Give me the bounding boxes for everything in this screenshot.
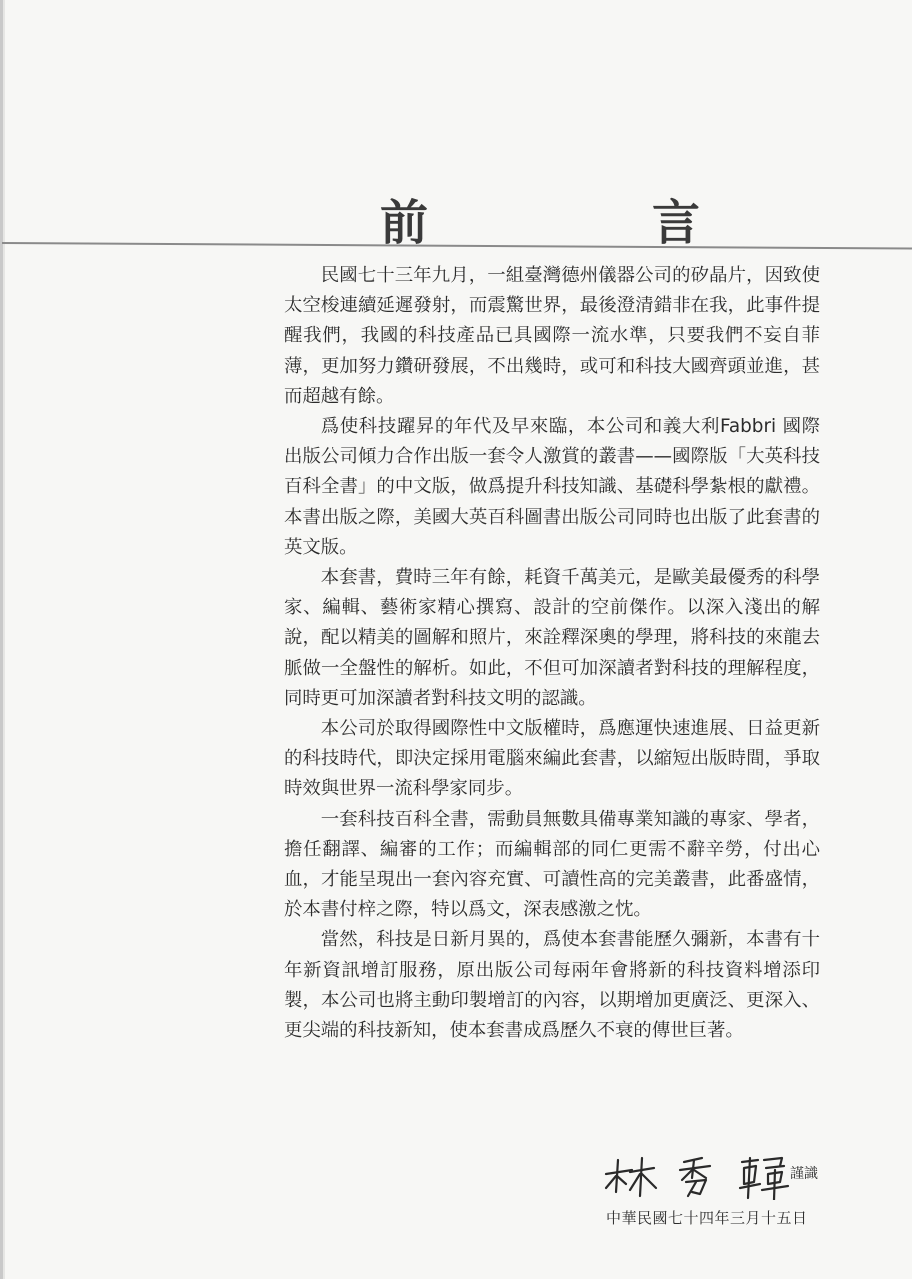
- page-edge-shadow: [3, 0, 5, 1279]
- title-char-1: 前: [380, 194, 429, 251]
- paragraph-4: 本公司於取得國際性中文版權時，爲應運快速進展、日益更新的科技時代，即決定採用電腦來編此套書，以縮短出版時間，爭取時效與世界一流科學家同步。: [284, 718, 820, 800]
- paragraph-2: 爲使科技躍昇的年代及早來臨，本公司和義大利Fabbri 國際出版公司傾力合作出版一套令人激賞的叢書——國際版「大英科技百科全書」的中文版，做爲提升科技知識、基礎科學紮根的獻禮。本書出版之際，美國大英百科圖書出版公司同時也出版了此套書的英文版。: [284, 416, 820, 558]
- paragraph-6: 當然，科技是日新月異的，爲使本套書能歷久彌新，本書有十年新資訊增訂服務，原出版公司每兩年會將新的科技資料增添印製，本公司也將主動印製增訂的內容，以期增加更廣泛、更深入、更尖端的科技新知，使本套書成爲歷久不衰的傳世巨著。: [284, 929, 820, 1042]
- paragraph-1: 民國七十三年九月，一組臺灣德州儀器公司的矽晶片，因致使太空梭連續延遲發射，而震驚世界，最後澄清錯非在我，此事件提醒我們，我國的科技產品已具國際一流水準，只要我們不妄自菲薄，更加努力鑽研發展，不出幾時，或可和科技大國齊頭並進，甚而超越有餘。: [284, 265, 820, 407]
- paragraph-5: 一套科技百科全書，需動員無數具備專業知識的專家、學者，擔任翻譯、編審的工作；而編輯部的同仁更需不辭辛勞，付出心血，才能呈現出一套內容充實、可讀性高的完美叢書，此番盛情，於本書付梓之際，特以爲文，深表感激之忱。: [284, 808, 820, 921]
- handwritten-signature: [602, 1152, 822, 1200]
- signature-date: 中華民國七十四年三月十五日: [606, 1209, 808, 1227]
- signature-suffix: 謹識: [790, 1166, 818, 1182]
- title-char-2: 言: [651, 194, 700, 251]
- paragraph-3: 本套書，費時三年有餘，耗資千萬美元，是歐美最優秀的科學家、編輯、藝術家精心撰寫、設計的空前傑作。以深入淺出的解說，配以精美的圖解和照片，來詮釋深奧的學理，將科技的來龍去脈做一全盤性的解析。如此，不但可加深讀者對科技的理解程度，同時更可加深讀者對科技文明的認識。: [284, 567, 820, 709]
- page-title: [380, 188, 700, 251]
- preface-body: [284, 261, 820, 1046]
